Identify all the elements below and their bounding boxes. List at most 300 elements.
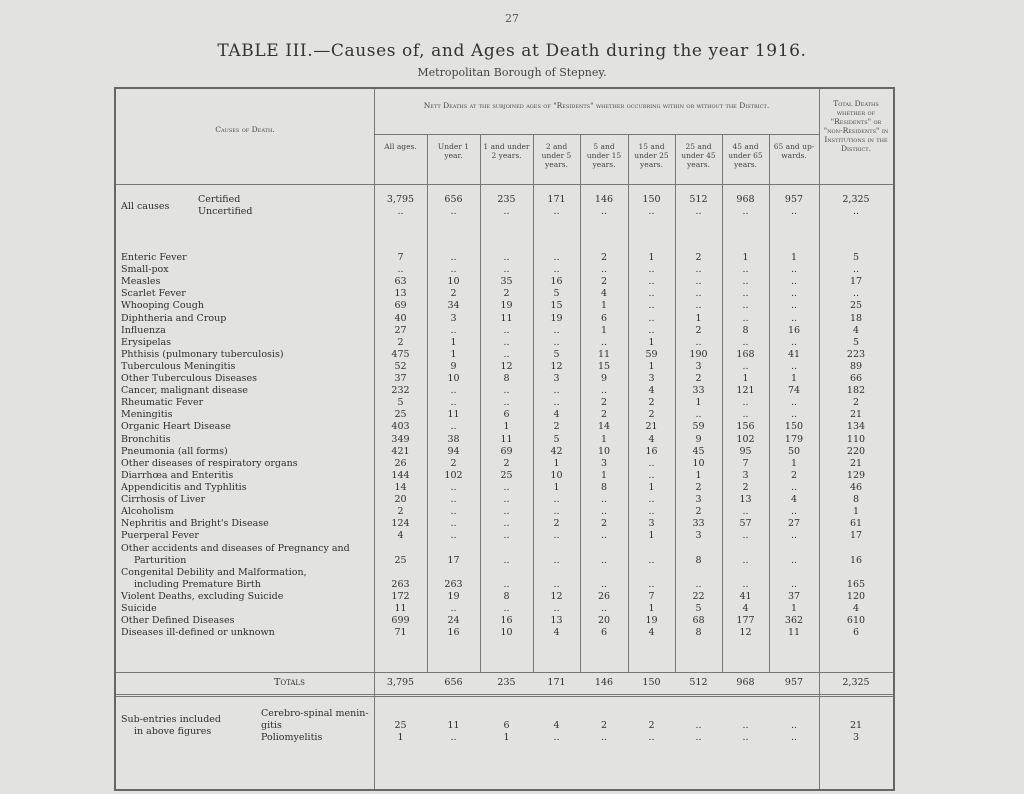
cell-value: 1 (450, 348, 457, 360)
row-label: Whooping Cough (121, 300, 204, 312)
cell-value: 16 (787, 324, 801, 336)
cell-value: 15 (597, 360, 611, 372)
cell-value: .. (742, 206, 749, 217)
cell-value: .. (600, 732, 608, 743)
cell-value: 10 (597, 445, 611, 457)
cell-value: 3,795 (386, 194, 415, 205)
cell-value: .. (790, 397, 798, 409)
cell-value: .. (450, 397, 457, 409)
table-row (116, 603, 893, 615)
cell-value: 512 (689, 194, 708, 205)
cell-value: 25 (849, 300, 863, 312)
cell-value: 110 (846, 433, 866, 445)
cell-value: 1 (648, 481, 655, 493)
cell-value: .. (742, 276, 749, 288)
cell-value: 16 (849, 555, 863, 566)
table-row (116, 506, 893, 518)
age-column-header: 1 and under 2 years. (483, 142, 530, 160)
age-column-header: Under 1 year. (437, 142, 470, 160)
cell-value: .. (852, 264, 860, 276)
cell-value: 22 (692, 591, 705, 602)
row-label: Suicide (121, 603, 157, 615)
cell-value: 8 (503, 591, 510, 602)
row-label: Diphtheria and Croup (121, 312, 227, 324)
cell-value: .. (742, 336, 749, 348)
cell-value: .. (503, 336, 510, 348)
cell-value: 171 (547, 677, 566, 688)
cell-value: 19 (500, 300, 513, 312)
cell-value: .. (503, 518, 510, 530)
cell-value: 37 (394, 373, 407, 384)
cell-value: .. (600, 264, 608, 276)
cell-value: 134 (846, 421, 866, 433)
cell-value: 42 (550, 445, 563, 457)
cell-value: 4 (600, 288, 608, 300)
cell-value: 59 (645, 348, 658, 360)
cell-value: 179 (784, 433, 804, 445)
cell-value: 74 (787, 385, 801, 397)
table-row (116, 567, 893, 579)
cell-value: 7 (397, 252, 404, 263)
cell-value: 2 (648, 409, 655, 421)
cell-value: .. (600, 385, 608, 397)
cell-value: 33 (692, 518, 705, 530)
cell-value: 150 (642, 194, 661, 205)
cell-value: .. (553, 603, 560, 615)
cell-value: 1 (695, 312, 702, 324)
row-label: Scarlet Fever (121, 288, 186, 300)
cell-value: 171 (547, 194, 566, 205)
cell-value: .. (790, 579, 798, 590)
cell-value: 12 (500, 360, 513, 372)
cell-value: 6 (503, 720, 510, 731)
cell-value: .. (600, 579, 608, 590)
cell-value: .. (503, 385, 510, 397)
cell-value: 8 (600, 481, 608, 493)
cell-value: 10 (692, 457, 705, 469)
cell-value: .. (503, 579, 510, 590)
cell-value: .. (695, 276, 702, 288)
cell-value: 146 (594, 677, 614, 688)
cell-value: .. (450, 506, 457, 518)
row-label: Diseases ill-defined or unknown (121, 627, 275, 639)
cell-value: 1 (450, 336, 457, 348)
cell-value: 5 (397, 397, 404, 409)
row-label: Congenital Debility and Malformation, (121, 567, 307, 578)
cell-value: 16 (645, 445, 658, 457)
cell-value: 4 (397, 530, 404, 542)
cell-value: 2 (600, 518, 608, 530)
cell-value: 2 (397, 506, 404, 518)
cell-value: 403 (391, 421, 410, 433)
cell-value: 144 (391, 469, 410, 481)
cell-value: 26 (597, 591, 611, 602)
cell-value: .. (600, 555, 608, 566)
cell-value: 2 (450, 457, 457, 469)
cell-value: 10 (500, 627, 513, 639)
cell-value: 2 (600, 276, 608, 288)
cell-value: 38 (447, 433, 460, 445)
age-column-header: 45 and under 65 years. (728, 142, 763, 169)
cell-value: 33 (692, 385, 705, 397)
cell-value: 3,795 (386, 677, 415, 688)
cell-value: 1 (742, 252, 749, 263)
cell-value: 21 (849, 409, 863, 421)
table-row (116, 530, 893, 542)
cell-value: .. (450, 421, 457, 433)
cell-value: .. (600, 603, 608, 615)
table-row (116, 397, 893, 409)
row-label: Bronchitis (121, 433, 171, 445)
row-label: Other diseases of respiratory organs (121, 457, 298, 469)
deaths-table (114, 87, 895, 791)
cell-value: 168 (736, 348, 755, 360)
cell-value: 2 (695, 506, 702, 518)
cell-value: 4 (553, 720, 560, 731)
cell-value: .. (553, 530, 560, 542)
cell-value: 1 (600, 469, 608, 481)
age-column-header: 25 and under 45 years. (681, 142, 716, 169)
cell-value: 1 (600, 324, 608, 336)
cell-value: .. (648, 579, 655, 590)
row-label: Small-pox (121, 264, 169, 276)
cell-value: 17 (849, 276, 863, 288)
cell-value: 13 (739, 494, 752, 505)
cell-value: 9 (695, 433, 702, 445)
cell-value: 3 (695, 494, 702, 505)
cell-value: 16 (447, 627, 460, 639)
cell-value: .. (648, 288, 655, 300)
cell-value: .. (553, 732, 560, 743)
cell-value: .. (450, 264, 457, 276)
row-label: Parturition (134, 555, 187, 566)
cell-value: .. (450, 732, 457, 743)
cell-value: 21 (849, 720, 863, 731)
cell-value: 5 (553, 348, 560, 360)
cell-value: .. (503, 348, 510, 360)
row-label: in above figures (134, 726, 212, 737)
cell-value: 3 (742, 469, 749, 481)
cell-value: .. (790, 555, 798, 566)
cell-value: 957 (784, 677, 804, 688)
cell-value: 3 (553, 373, 560, 384)
cell-value: .. (648, 732, 655, 743)
cell-value: 1 (397, 732, 404, 743)
cell-value: .. (742, 579, 749, 590)
row-label: Enteric Fever (121, 252, 187, 263)
row-label: Totals (274, 677, 305, 688)
row-label: Erysipelas (121, 336, 172, 348)
cell-value: .. (600, 530, 608, 542)
cell-value: 124 (391, 518, 410, 530)
cell-value: .. (695, 206, 702, 217)
cell-value: .. (790, 300, 798, 312)
cell-value: 2 (600, 252, 608, 263)
cell-value: .. (553, 397, 560, 409)
cell-value: 8 (742, 324, 749, 336)
row-label: Influenza (121, 324, 166, 336)
cell-value: 40 (394, 312, 407, 324)
cell-value: .. (790, 312, 798, 324)
row-label: Sub-entries included (121, 714, 221, 725)
cell-value: .. (648, 469, 655, 481)
cell-value: .. (450, 252, 457, 263)
cell-value: 1 (648, 360, 655, 372)
cell-value: .. (600, 206, 608, 217)
cell-value: 21 (645, 421, 658, 433)
cell-value: .. (648, 276, 655, 288)
row-label: Cirrhosis of Liver (121, 494, 206, 505)
cell-value: .. (852, 206, 860, 217)
cell-value: 102 (736, 433, 755, 445)
cell-value: 512 (689, 677, 708, 688)
cell-value: 349 (391, 433, 410, 445)
table-subtitle: Metropolitan Borough of Stepney. (417, 66, 607, 79)
cell-value: .. (695, 409, 702, 421)
cell-value: 1 (553, 481, 560, 493)
cell-value: .. (450, 385, 457, 397)
cell-value: .. (742, 720, 749, 731)
cell-value: .. (790, 506, 798, 518)
cell-value: 4 (553, 409, 560, 421)
cell-value: 17 (447, 555, 460, 566)
cell-value: 66 (849, 373, 863, 384)
row-label: Rheumatic Fever (121, 397, 204, 409)
cell-value: 4 (648, 385, 655, 397)
table-row (116, 288, 893, 300)
cell-value: 18 (849, 312, 863, 324)
cell-value: .. (695, 300, 702, 312)
cell-value: 5 (852, 252, 860, 263)
cell-value: 25 (394, 409, 407, 421)
table-row (116, 732, 893, 744)
table-row (116, 470, 893, 482)
cell-value: 1 (695, 397, 702, 409)
cell-value: 2 (742, 481, 749, 493)
cell-value: 37 (787, 591, 801, 602)
row-label: Appendicitis and Typhlitis (121, 481, 247, 493)
row-label: Certified (198, 194, 241, 205)
cell-value: 656 (444, 194, 463, 205)
table-row (116, 409, 893, 421)
cell-value: 11 (597, 348, 611, 360)
cell-value: 3 (648, 518, 655, 530)
cell-value: 10 (447, 373, 460, 384)
cell-value: .. (790, 481, 798, 493)
row-label: Measles (121, 276, 161, 288)
cell-value: 5 (852, 336, 860, 348)
cell-value: .. (450, 206, 457, 217)
totals-row (116, 677, 893, 689)
cell-value: .. (648, 494, 655, 505)
table-row (116, 543, 893, 555)
row-label: Diarrhœa and Enteritis (121, 469, 234, 481)
cell-value: 362 (784, 615, 804, 627)
cell-value: .. (695, 288, 702, 300)
cell-value: 263 (444, 579, 463, 590)
cell-value: 156 (736, 421, 755, 433)
cell-value: 1 (790, 457, 798, 469)
cell-value: 16 (500, 615, 513, 627)
cell-value: 235 (497, 677, 516, 688)
cell-value: 12 (550, 360, 563, 372)
cell-value: 2 (648, 397, 655, 409)
cell-value: 1 (503, 421, 510, 433)
age-column-header: All ages. (384, 142, 417, 151)
cell-value: 57 (739, 518, 752, 530)
cell-value: 1 (852, 506, 860, 518)
cell-value: .. (742, 555, 749, 566)
cell-value: 41 (787, 348, 801, 360)
cell-value: .. (450, 603, 457, 615)
cell-value: 25 (500, 469, 513, 481)
cell-value: 1 (742, 373, 749, 384)
cell-value: 120 (846, 591, 866, 602)
cell-value: 1 (503, 732, 510, 743)
cell-value: 2 (397, 336, 404, 348)
cell-value: .. (648, 555, 655, 566)
cell-value: 177 (736, 615, 755, 627)
cell-value: 3 (695, 360, 702, 372)
page-number: 27 (505, 12, 519, 25)
cell-value: 11 (500, 433, 513, 445)
row-label: Violent Deaths, excluding Suicide (121, 591, 284, 602)
table-row (116, 494, 893, 506)
table-row (116, 276, 893, 288)
row-label: Puerperal Fever (121, 530, 199, 542)
cell-value: 8 (695, 627, 702, 639)
cell-value: 25 (394, 555, 407, 566)
table-row (116, 555, 893, 567)
cell-value: 220 (846, 445, 866, 457)
cell-value: 2 (695, 324, 702, 336)
cell-value: 6 (852, 627, 860, 639)
cell-value: 2 (600, 409, 608, 421)
cell-value: 68 (692, 615, 705, 627)
row-label: Cerebro-spinal menin- (261, 708, 369, 719)
cell-value: 25 (394, 720, 407, 731)
cell-value: 3 (600, 457, 608, 469)
cell-value: 150 (642, 677, 661, 688)
cell-value: 9 (600, 373, 608, 384)
cell-value: 1 (790, 603, 798, 615)
cell-value: 2 (852, 397, 860, 409)
cell-value: .. (648, 457, 655, 469)
cell-value: 2 (695, 481, 702, 493)
cell-value: .. (742, 530, 749, 542)
table-row (116, 349, 893, 361)
cell-value: 52 (394, 360, 407, 372)
cell-value: 5 (553, 288, 560, 300)
cell-value: 263 (391, 579, 410, 590)
cell-value: 656 (444, 677, 463, 688)
cell-value: 172 (391, 591, 410, 602)
cell-value: 10 (550, 469, 563, 481)
row-label: Poliomyelitis (261, 732, 323, 743)
cell-value: 11 (447, 409, 460, 421)
cell-value: 699 (391, 615, 410, 627)
cell-value: .. (790, 732, 798, 743)
cell-value: 12 (739, 627, 752, 639)
cell-value: 8 (852, 494, 860, 505)
cell-value: 1 (648, 252, 655, 263)
cell-value: 165 (846, 579, 866, 590)
row-label: Meningitis (121, 409, 173, 421)
cell-value: 2 (503, 288, 510, 300)
cell-value: 232 (391, 385, 410, 397)
cell-value: 46 (849, 481, 863, 493)
table-row (116, 482, 893, 494)
cell-value: 95 (739, 445, 752, 457)
table-row (116, 252, 893, 264)
cell-value: 2 (553, 421, 560, 433)
cell-value: 2 (695, 373, 702, 384)
cell-value: .. (503, 603, 510, 615)
cell-value: 11 (500, 312, 513, 324)
table-row (116, 325, 893, 337)
row-label: including Premature Birth (134, 579, 261, 590)
cell-value: .. (742, 360, 749, 372)
cell-value: 19 (645, 615, 658, 627)
cell-value: .. (790, 206, 798, 217)
cell-value: 102 (444, 469, 463, 481)
row-label: Nephritis and Bright's Disease (121, 518, 269, 530)
cell-value: .. (790, 288, 798, 300)
cell-value: 59 (692, 421, 705, 433)
cell-value: 50 (787, 445, 801, 457)
cell-value: 34 (447, 300, 460, 312)
row-label: Phthisis (pulmonary tuberculosis) (121, 348, 284, 360)
cell-value: 610 (846, 615, 866, 627)
cell-value: 13 (394, 288, 407, 300)
cell-value: 146 (594, 194, 614, 205)
age-column-header: 2 and under 5 years. (541, 142, 572, 169)
cell-value: .. (450, 481, 457, 493)
cell-value: 2 (450, 288, 457, 300)
cell-value: .. (695, 336, 702, 348)
cell-value: 4 (852, 603, 860, 615)
cell-value: 6 (503, 409, 510, 421)
cell-value: .. (648, 312, 655, 324)
table-row (116, 313, 893, 325)
cell-value: 1 (648, 336, 655, 348)
cell-value: .. (553, 579, 560, 590)
cell-value: .. (742, 288, 749, 300)
total-deaths-header: Total Deaths whether of "Residents" or "non-Residents" in Institutions in the District. (823, 99, 889, 153)
cell-value: .. (790, 264, 798, 276)
cell-value: .. (600, 336, 608, 348)
cell-value: 235 (497, 194, 516, 205)
table-row (116, 627, 893, 639)
cell-value: .. (600, 494, 608, 505)
cell-value: 2 (553, 518, 560, 530)
cell-value: 8 (695, 555, 702, 566)
cell-value: 6 (600, 312, 608, 324)
cell-value: .. (695, 579, 702, 590)
cell-value: .. (790, 720, 798, 731)
cell-value: 89 (849, 360, 863, 372)
cell-value: 26 (394, 457, 407, 469)
cell-value: .. (553, 264, 560, 276)
cell-value: 2 (600, 720, 608, 731)
cell-value: 475 (391, 348, 410, 360)
cell-value: 10 (447, 276, 460, 288)
cell-value: 15 (550, 300, 563, 312)
cell-value: .. (553, 385, 560, 397)
cell-value: 2 (600, 397, 608, 409)
cell-value: .. (503, 555, 510, 566)
cell-value: 69 (500, 445, 513, 457)
